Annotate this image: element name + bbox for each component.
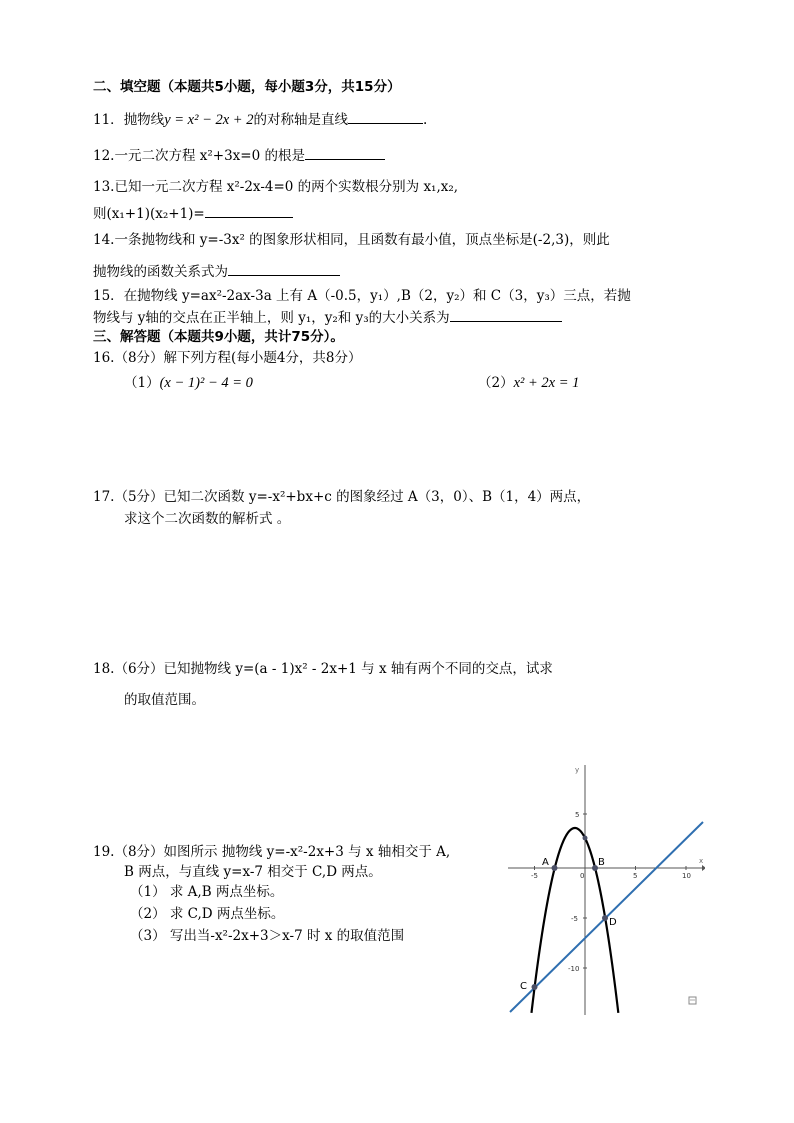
question-11 (93, 110, 427, 129)
q11-suffix: 的对称轴是直线 (253, 112, 348, 128)
point-c-label: C (520, 981, 527, 992)
question-12 (93, 146, 385, 165)
q19-part-1: （1） 求 A,B 两点坐标。 (130, 884, 284, 900)
q14-answer-blank[interactable] (228, 262, 340, 276)
question-14-line-2 (93, 262, 340, 281)
q12-text: 12.一元二次方程 x²+3x=0 的根是 (93, 148, 305, 164)
point-b-label: B (598, 857, 605, 868)
point-d-label: D (609, 917, 617, 928)
x-axis-label: x (699, 857, 704, 865)
x-tick-label: 0 (580, 872, 585, 880)
q19-graph (505, 760, 705, 1015)
q17-line-2: 求这个二次函数的解析式 。 (124, 511, 291, 527)
x-axis-arrow (702, 865, 705, 871)
point-c (532, 984, 538, 990)
q16-part-2-formula: x² + 2x = 1 (513, 375, 580, 391)
point-a (552, 865, 558, 871)
q18-line-2: 的取值范围。 (124, 692, 205, 708)
q17-line-1: 17.（5分）已知二次函数 y=-x²+bx+c 的图象经过 A（3，0）、B（1，4）两点， (93, 489, 591, 505)
q15-line-1: 15．在抛物线 y=ax²-2ax-3a 上有 A（-0.5，y₁）,B（2，y₂）和 C（3，y₃）三点，若抛 (93, 288, 631, 304)
y-tick-label: -10 (568, 965, 580, 973)
q11-formula: y = x² − 2x + 2 (164, 112, 254, 128)
x-tick-label: 5 (633, 872, 638, 880)
point-d (602, 915, 608, 921)
y-tick-label: -5 (571, 915, 578, 923)
q16-part-1-label: （1） (124, 375, 160, 391)
q15-line-2: 物线与 y轴的交点在正半轴上，则 y₁，y₂和 y₃的大小关系为 (93, 310, 450, 326)
q14-line-1: 14.一条抛物线和 y=-3x² 的图象形状相同，且函数有最小值，顶点坐标是(-2,3)，则此 (93, 232, 610, 248)
y-intercept-point (583, 836, 588, 841)
q14-line-2: 抛物线的函数关系式为 (93, 264, 228, 280)
x-tick-label: -5 (531, 872, 538, 880)
q16-part-2 (478, 374, 579, 392)
q13-line-1: 13.已知一元二次方程 x²-2x-4=0 的两个实数根分别为 x₁,x₂, (93, 179, 459, 195)
point-a-label: A (542, 857, 549, 868)
section-2-title: 二、填空题（本题共5小题，每小题3分，共15分） (93, 79, 401, 95)
q16-part-1 (124, 374, 253, 392)
q19-part-3: （3） 写出当-x²-2x+3＞x-7 时 x 的取值范围 (130, 928, 405, 944)
y-tick-label: 5 (575, 811, 580, 819)
question-13-line-2 (93, 204, 293, 223)
q11-end: . (422, 112, 428, 128)
q19-part-2: （2） 求 C,D 两点坐标。 (130, 906, 285, 922)
x-tick-label: 10 (682, 872, 691, 880)
question-15-line-2 (93, 308, 562, 327)
y-axis-label: y (575, 766, 580, 774)
q19-line-2: B 两点，与直线 y=x-7 相交于 C,D 两点。 (124, 864, 382, 880)
q11-answer-blank[interactable] (348, 110, 423, 124)
q13-answer-blank[interactable] (205, 204, 293, 218)
q19-line-1: 19.（8分）如图所示 抛物线 y=-x²-2x+3 与 x 轴相交于 A, (93, 844, 451, 860)
q15-answer-blank[interactable] (450, 308, 562, 322)
q18-line-1: 18.（6分）已知抛物线 y=(a - 1)x² - 2x+1 与 x 轴有两个不同的交点，试求 (93, 661, 553, 677)
q13-line-2: 则(x₁+1)(x₂+1)= (93, 206, 205, 222)
section-3-title: 三、解答题（本题共9小题，共计75分）。 (93, 329, 344, 345)
q11-prefix: 抛物线 (123, 112, 165, 128)
q16-part-2-label: （2） (478, 375, 514, 391)
q16-title: 16.（8分）解下列方程(每小题4分，共8分） (93, 350, 362, 366)
q16-part-1-formula: (x − 1)² − 4 = 0 (159, 375, 253, 391)
q11-number: 11． (93, 112, 124, 128)
q12-answer-blank[interactable] (305, 146, 385, 160)
